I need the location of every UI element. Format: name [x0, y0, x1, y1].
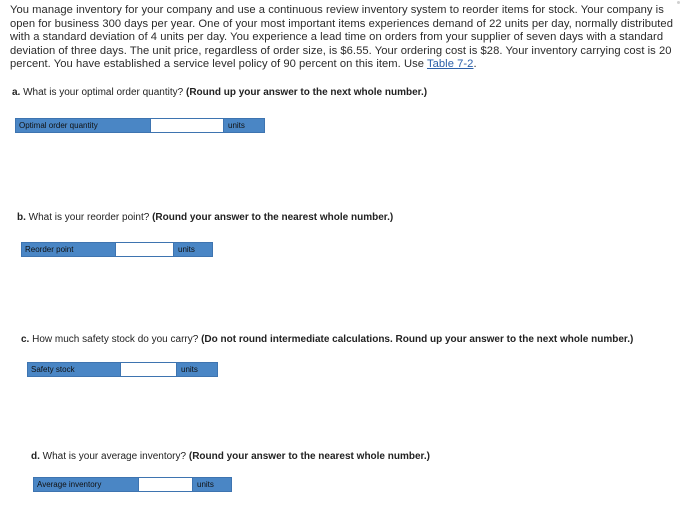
question-a-prefix: a.	[12, 87, 21, 98]
question-b	[17, 211, 393, 224]
question-b-prefix: b.	[17, 212, 26, 223]
reorder-point-input[interactable]	[116, 242, 173, 257]
question-c-text: How much safety stock do you carry?	[29, 334, 202, 345]
reorder-point-label: Reorder point	[21, 242, 116, 257]
safety-stock-label: Safety stock	[27, 362, 121, 377]
question-a-instruction: (Round up your answer to the next whole number.)	[185, 87, 428, 98]
safety-stock-unit: units	[176, 362, 218, 377]
optimal-order-quantity-unit: units	[223, 118, 265, 133]
question-d-text: What is your average inventory?	[39, 451, 189, 462]
average-inventory-input[interactable]	[139, 477, 192, 492]
question-d-prefix: d.	[31, 451, 40, 462]
question-b-instruction: (Round your answer to the nearest whole number.)	[152, 212, 394, 223]
question-b-text: What is your reorder point?	[25, 212, 153, 223]
question-c-instruction: (Do not round intermediate calculations. Round up your answer to the next whole number.)	[201, 334, 634, 345]
optimal-order-quantity-label: Optimal order quantity	[15, 118, 151, 133]
answer-row-safety-stock	[27, 362, 218, 377]
question-c	[21, 333, 633, 346]
problem-text: You manage inventory for your company and use a continuous review inventory system to reorder items for stock. Your company is open for business 300 days per year. One of your most important items experiences demand of 22 units per day, normally distributed with a standard deviation of 4 units per day. You experience a lead time on orders from your supplier of seven days with a standard deviation of three days. The unit price, regardless of order size, is $6.55. Your ordering cost is $28. Your inventory carrying cost is 20 percent. You have established a service level policy of 90 percent on this item. Use	[10, 4, 673, 71]
safety-stock-input[interactable]	[121, 362, 176, 377]
reorder-point-unit: units	[173, 242, 213, 257]
average-inventory-unit: units	[192, 477, 232, 492]
problem-text-end: .	[473, 58, 477, 71]
answer-row-reorder-point	[21, 242, 213, 257]
optimal-order-quantity-input[interactable]	[151, 118, 223, 133]
problem-statement	[10, 4, 686, 72]
average-inventory-label: Average inventory	[33, 477, 139, 492]
question-d-instruction: (Round your answer to the nearest whole number.)	[188, 451, 431, 462]
answer-row-optimal-order-quantity	[15, 118, 265, 133]
question-d	[31, 450, 430, 463]
question-a-text: What is your optimal order quantity?	[20, 87, 186, 98]
answer-row-average-inventory	[33, 477, 232, 492]
table-7-2-link[interactable]: Table 7-2	[426, 58, 474, 71]
question-c-prefix: c.	[21, 334, 30, 345]
question-a	[12, 86, 427, 99]
